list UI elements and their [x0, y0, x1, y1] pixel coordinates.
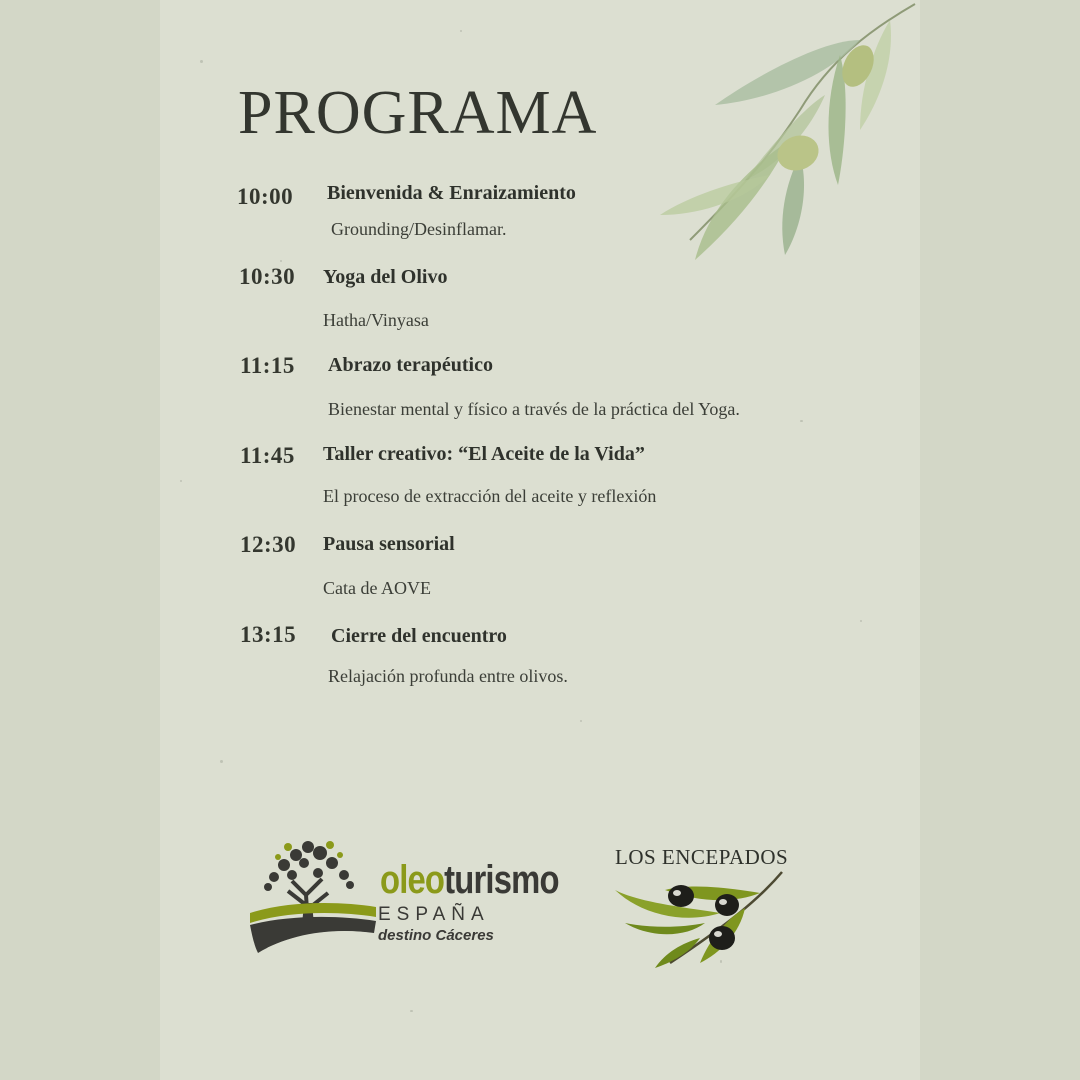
time-4: 11:45	[240, 443, 295, 468]
activity-desc-1: Grounding/Desinflamar.	[331, 219, 507, 239]
encepados-name: LOS ENCEPADOS	[615, 845, 789, 869]
oleoturismo-wordmark: oleoturismo	[380, 858, 559, 902]
page-title: PROGRAMA	[238, 79, 598, 147]
time-6: 13:15	[240, 622, 297, 647]
time-5: 12:30	[240, 532, 297, 557]
activity-title-3: Abrazo terapéutico	[328, 354, 493, 376]
oleoturismo-country: ESPAÑA	[378, 904, 490, 925]
activity-title-2: Yoga del Olivo	[323, 266, 448, 288]
activity-desc-2: Hatha/Vinyasa	[323, 310, 429, 330]
activity-desc-3: Bienestar mental y físico a través de la práctica del Yoga.	[328, 399, 740, 419]
time-3: 11:15	[240, 353, 295, 378]
activity-desc-6: Relajación profunda entre olivos.	[328, 666, 568, 686]
activity-desc-4: El proceso de extracción del aceite y reflexión	[323, 486, 657, 506]
olive-branch-icon	[650, 0, 920, 275]
oleoturismo-tagline: destino Cáceres	[378, 927, 494, 944]
time-2: 10:30	[239, 264, 296, 289]
activity-title-1: Bienvenida & Enraizamiento	[327, 182, 576, 204]
activity-title-5: Pausa sensorial	[323, 533, 455, 555]
program-card	[160, 0, 920, 1080]
activity-title-6: Cierre del encuentro	[331, 625, 507, 647]
activity-title-4: Taller creativo: “El Aceite de la Vida”	[323, 443, 645, 465]
time-1: 10:00	[237, 184, 294, 209]
olive-sprig-icon	[610, 868, 790, 978]
activity-desc-5: Cata de AOVE	[323, 578, 431, 598]
